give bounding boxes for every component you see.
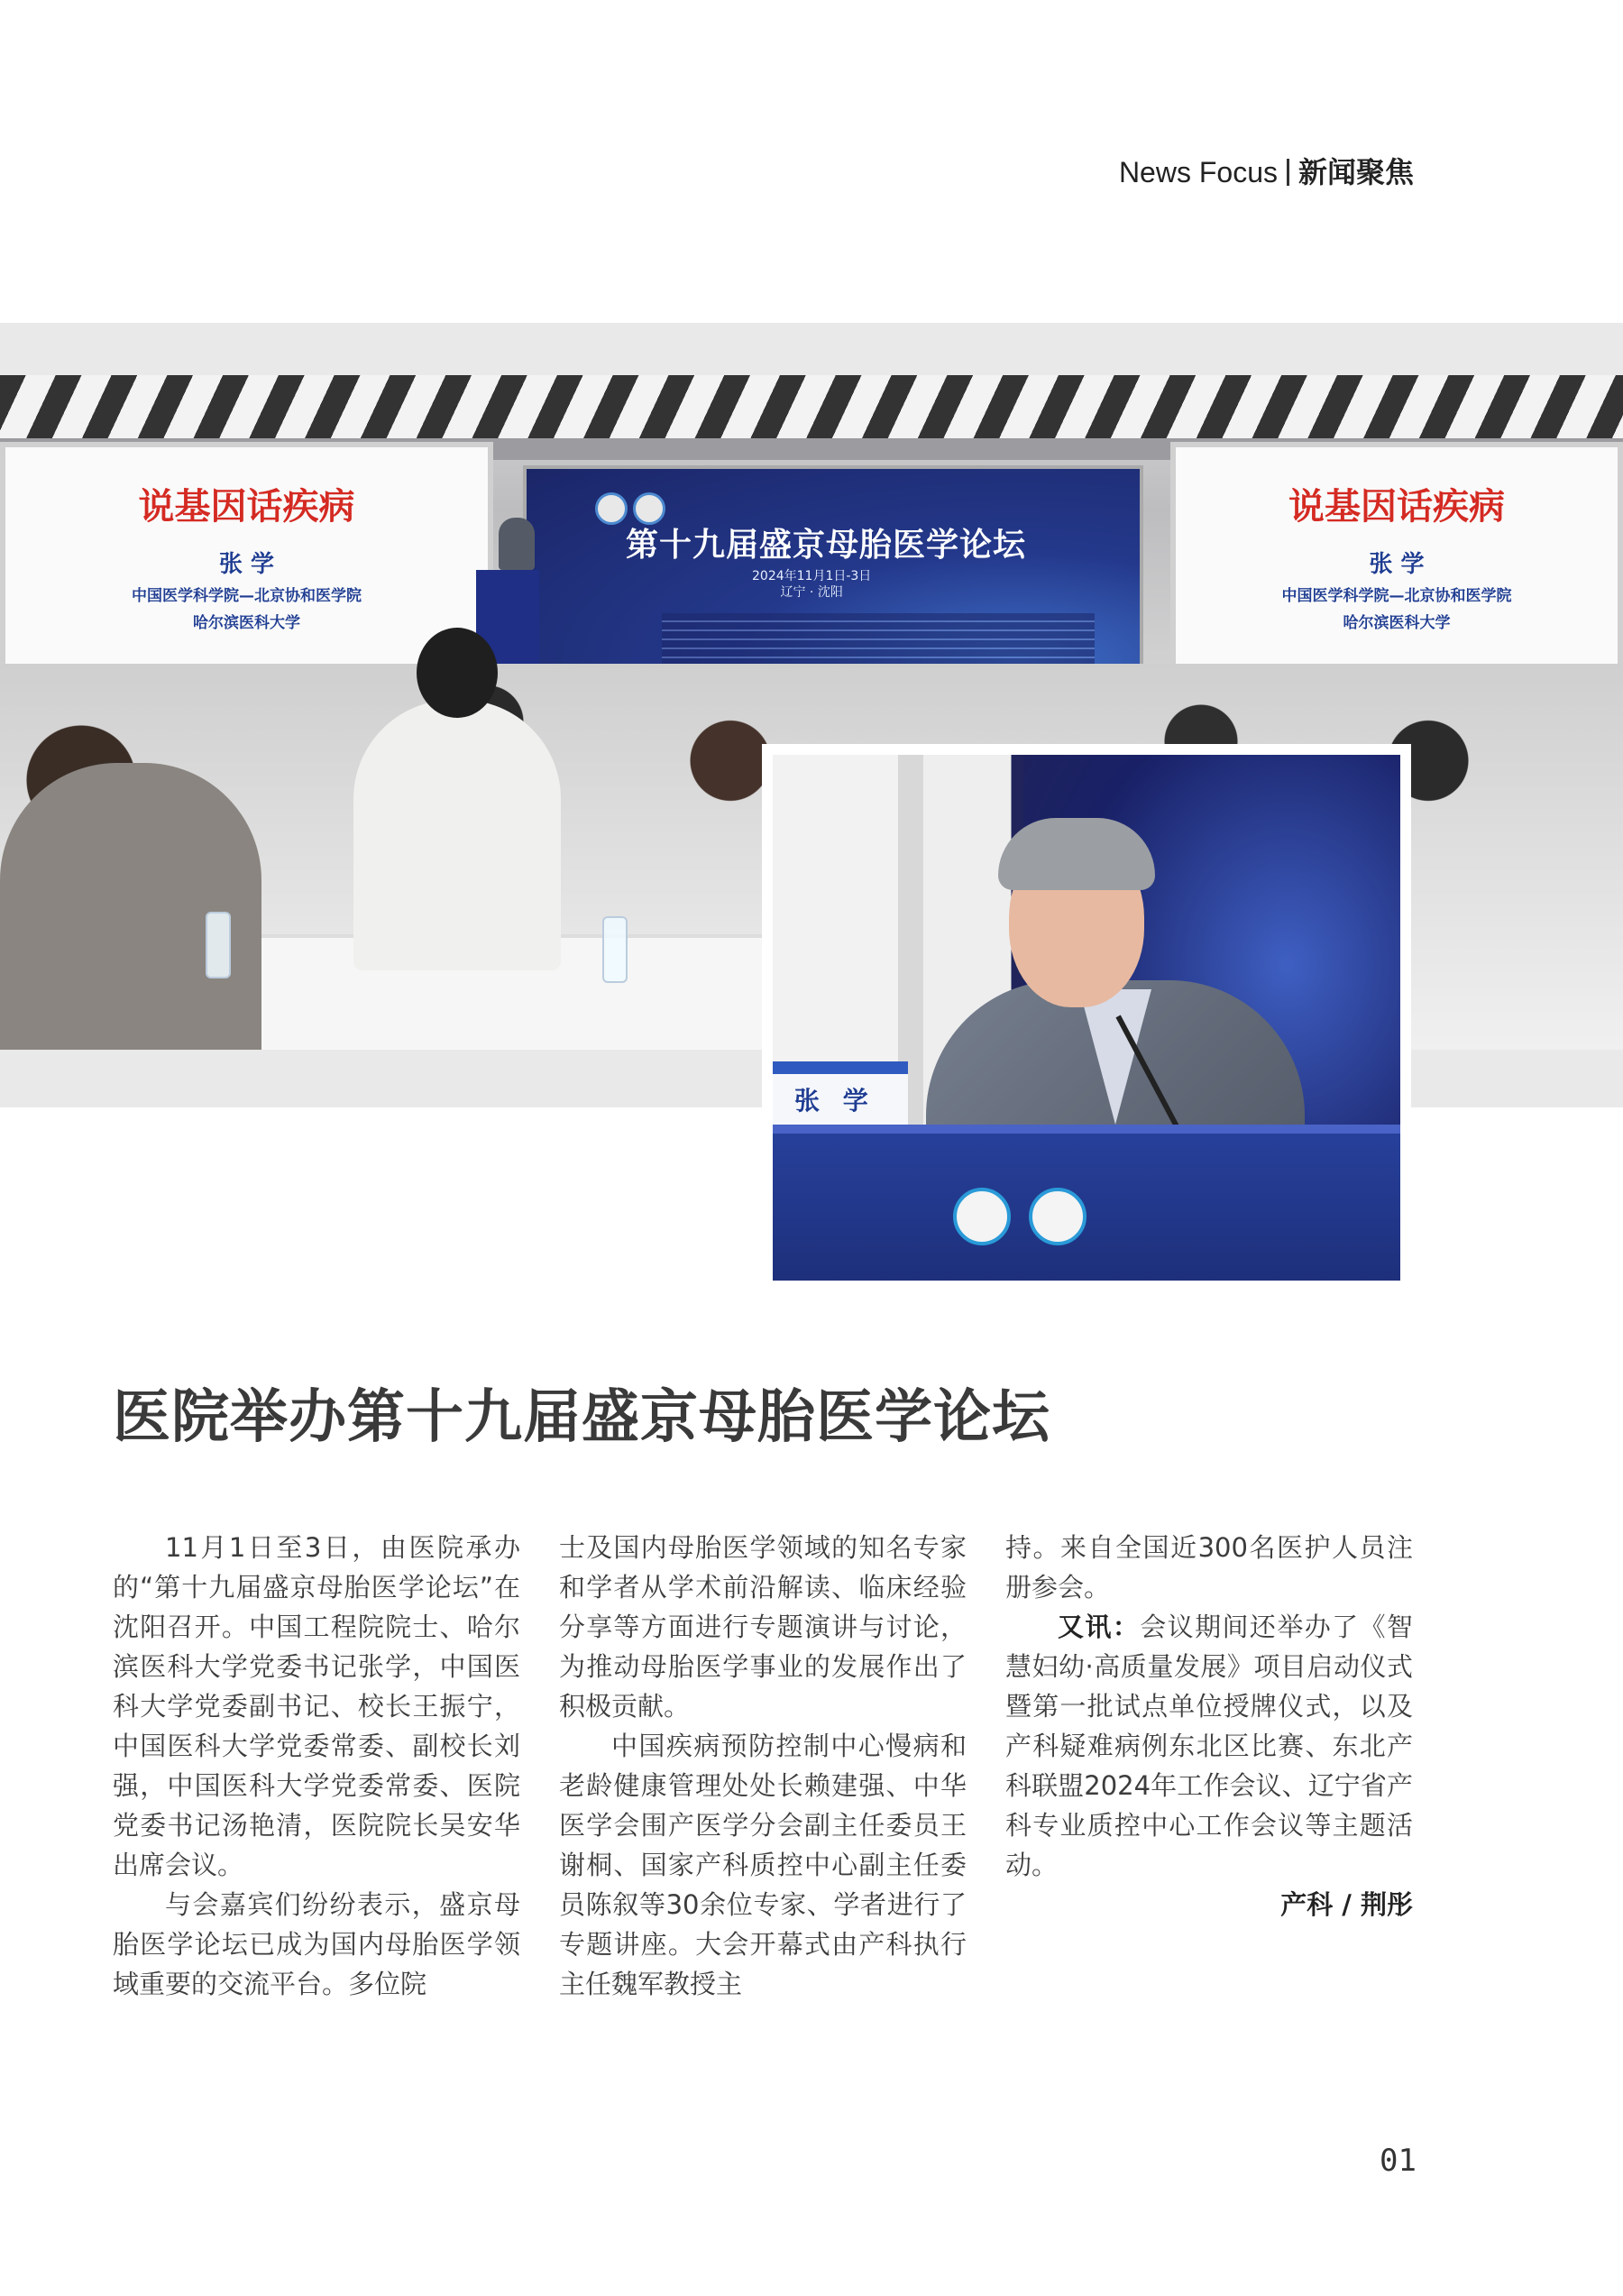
article-column-1 bbox=[113, 1528, 520, 2004]
article-author: 产科 / 荆彤 bbox=[1280, 1889, 1413, 1920]
section-divider bbox=[1287, 159, 1289, 186]
water-bottle bbox=[206, 912, 231, 978]
screen-right-speaker: 张 学 bbox=[1369, 551, 1425, 578]
banner-subtitle bbox=[752, 568, 871, 601]
screen-right-org2: 哈尔滨医科大学 bbox=[1343, 614, 1451, 632]
section-label-en: News Focus bbox=[1118, 156, 1278, 188]
hospital-logo-icon bbox=[595, 492, 628, 525]
lead-label: 又讯： bbox=[1058, 1612, 1141, 1642]
forum-logo-icon bbox=[1029, 1188, 1087, 1245]
hospital-logo-icon bbox=[953, 1188, 1011, 1245]
screen-right-title: 说基因话疾病 bbox=[1288, 485, 1505, 528]
article-column-3 bbox=[1005, 1528, 1413, 1924]
lectern-logos bbox=[953, 1188, 1105, 1249]
paragraph: 持。来自全国近300名医护人员注册参会。 bbox=[1005, 1532, 1413, 1603]
screen-right-org1: 中国医学科学院—北京协和医学院 bbox=[1281, 587, 1512, 605]
speaker-nameplate bbox=[773, 1061, 908, 1125]
screen-left-title: 说基因话疾病 bbox=[138, 485, 355, 528]
banner-date: 2024年11月1日-3日 bbox=[752, 569, 872, 583]
banner-place: 辽宁 · 沈阳 bbox=[780, 585, 843, 600]
audience-member-white-jacket bbox=[353, 700, 561, 970]
screen-left-speaker: 张 学 bbox=[218, 551, 275, 578]
paragraph bbox=[1005, 1607, 1413, 1885]
paragraph: 士及国内母胎医学领域的知名专家和学者从学术前沿解读、临床经验分享等方面进行专题演讲与讨论，为推动母胎医学事业的发展作出了积极贡献。 bbox=[559, 1532, 967, 1722]
section-header bbox=[1119, 150, 1414, 191]
paragraph: 与会嘉宾们纷纷表示，盛京母胎医学论坛已成为国内母胎医学领域重要的交流平台。多位院 bbox=[113, 1889, 520, 1999]
speaker-photo bbox=[773, 755, 1400, 1281]
distant-speaker bbox=[499, 518, 535, 570]
article-column-2 bbox=[559, 1528, 967, 2004]
nameplate-name: 张 学 bbox=[794, 1086, 876, 1116]
water-bottle bbox=[602, 916, 628, 983]
paragraph: 11月1日至3日，由医院承办的“第十九届盛京母胎医学论坛”在沈阳召开。中国工程院院士、哈尔滨医科大学党委书记张学，中国医科大学党委副书记、校长王振宁，中国医科大学党委常委、副校长刘强，中国医科大学党委常委、医院党委书记汤艳清，医院院长吴安华出席会议。 bbox=[113, 1532, 520, 1880]
audience-member-left bbox=[0, 763, 261, 1050]
forum-banner bbox=[523, 465, 1143, 689]
screen-left-org1: 中国医学科学院—北京协和医学院 bbox=[132, 587, 362, 605]
paragraph-text: 会议期间还举办了《智慧妇幼·高质量发展》项目启动仪式暨第一批试点单位授牌仪式，以及产科疑难病例东北区比赛、东北产科联盟2024年工作会议、辽宁省产科专业质控中心工作会议等主题活动。 bbox=[1005, 1612, 1413, 1880]
page-number: 01 bbox=[1380, 2143, 1417, 2179]
projection-screen-right bbox=[1170, 442, 1623, 669]
screen-left-org2: 哈尔滨医科大学 bbox=[193, 614, 300, 632]
article-title: 医院举办第十九届盛京母胎医学论坛 bbox=[113, 1384, 1050, 1451]
paragraph: 中国疾病预防控制中心慢病和老龄健康管理处处长赖建强、中华医学会围产医学分会副主任委员王谢桐、国家产科质控中心副主任委员陈叙等30余位专家、学者进行了专题讲座。大会开幕式由产科执行主任魏军教授主 bbox=[559, 1731, 967, 1999]
projection-screen-left bbox=[0, 442, 493, 669]
nameplate-header bbox=[773, 1061, 908, 1074]
audience-member-head bbox=[417, 628, 498, 718]
speaker-hair bbox=[998, 818, 1155, 890]
banner-title: 第十九届盛京母胎医学论坛 bbox=[626, 527, 1027, 564]
ceiling-lights bbox=[0, 375, 1623, 438]
banner-organizer-lines bbox=[662, 613, 1095, 667]
speaker-photo-frame bbox=[762, 744, 1411, 1281]
section-label-cn: 新闻聚焦 bbox=[1297, 155, 1414, 189]
